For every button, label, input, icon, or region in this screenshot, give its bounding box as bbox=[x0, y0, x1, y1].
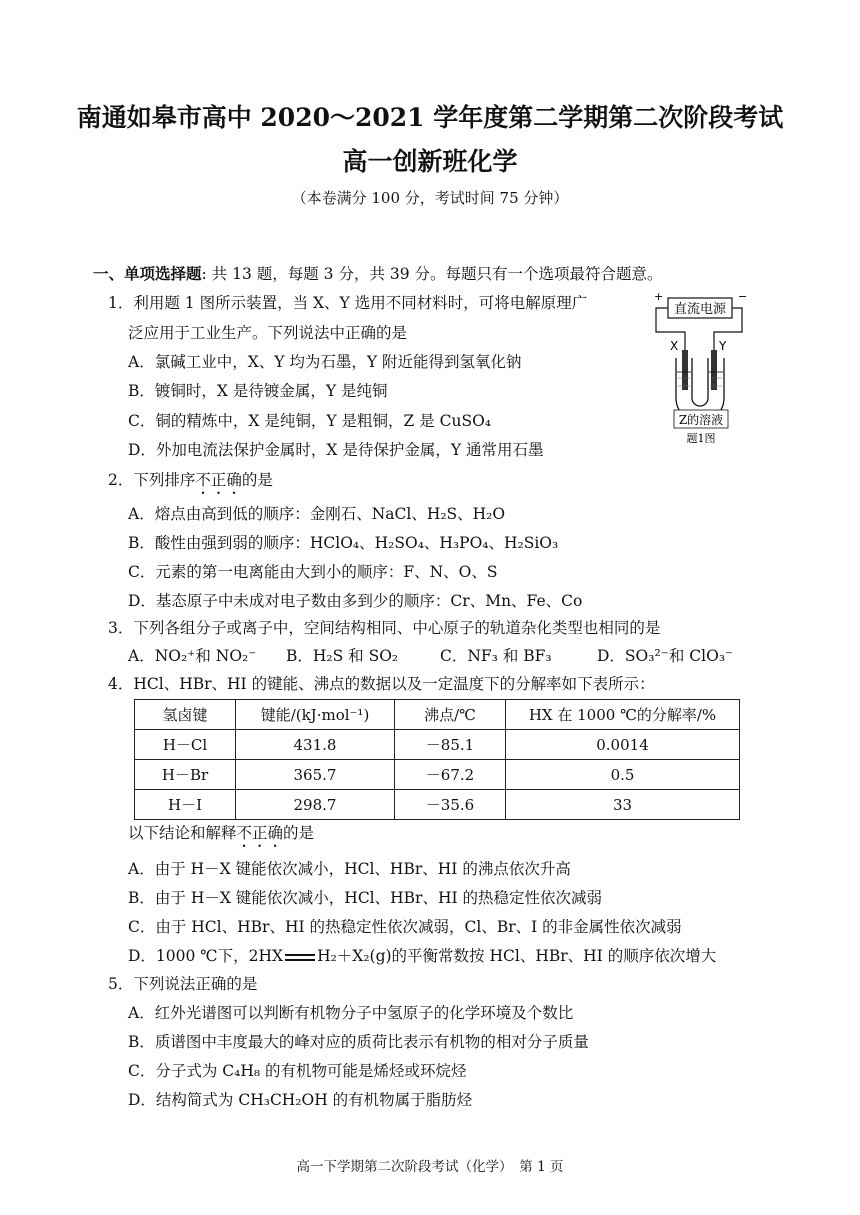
table-cell: 0.5 bbox=[506, 760, 740, 790]
plus-sign: + bbox=[654, 290, 664, 303]
q3-option-c: C．NF₃ 和 BF₃ bbox=[440, 647, 552, 665]
figure-caption: 题1图 bbox=[686, 432, 716, 445]
q5-stem: 5．下列说法正确的是 bbox=[108, 975, 258, 993]
q1-option-a: A．氯碱工业中，X、Y 均为石墨，Y 附近能得到氢氧化钠 bbox=[128, 353, 522, 371]
table-cell: 298.7 bbox=[236, 790, 395, 820]
exam-title-line1: 南通如皋市高中 2020～2021 学年度第二学期第二次阶段考试 bbox=[76, 103, 784, 132]
electrolysis-figure bbox=[648, 290, 748, 450]
q4-lead bbox=[128, 822, 314, 851]
q2-stem-emphasis: 不正确 bbox=[195, 471, 242, 489]
table-row bbox=[135, 730, 740, 760]
q1-option-d: D．外加电流法保护金属时，X 是待保护金属，Y 通常用石墨 bbox=[128, 441, 544, 459]
q4-option-b: B．由于 H－X 键能依次减小，HCl、HBr、HI 的热稳定性依次减弱 bbox=[128, 889, 603, 907]
q3-option-d: D．SO₃²⁻和 ClO₃⁻ bbox=[597, 647, 734, 665]
q5-option-a: A．红外光谱图可以判断有机物分子中氢原子的化学环境及个数比 bbox=[128, 1004, 574, 1022]
q4-option-c: C．由于 HCl、HBr、HI 的热稳定性依次减弱，Cl、Br、I 的非金属性依次减弱 bbox=[128, 918, 682, 936]
solution-label: Z的溶液 bbox=[678, 413, 724, 427]
electrolysis-diagram bbox=[648, 290, 748, 450]
q2-option-a: A．熔点由高到低的顺序：金刚石、NaCl、H₂S、H₂O bbox=[128, 505, 506, 523]
q4-lead-post: 的是 bbox=[283, 824, 315, 842]
q2-stem bbox=[108, 469, 273, 498]
q4-stem: 4．HCl、HBr、HI 的键能、沸点的数据以及一定温度下的分解率如下表所示： bbox=[108, 675, 655, 693]
electrode-x-label: X bbox=[670, 339, 679, 353]
q2-stem-pre: 2．下列排序 bbox=[108, 471, 196, 489]
q4-option-a: A．由于 H－X 键能依次减小，HCl、HBr、HI 的沸点依次升高 bbox=[128, 860, 571, 878]
q1-stem-line2: 泛应用于工业生产。下列说法中正确的是 bbox=[128, 324, 408, 342]
q4-option-d-post: H₂＋X₂(g)的平衡常数按 HCl、HBr、HI 的顺序依次增大 bbox=[317, 947, 717, 965]
q3-option-b: B．H₂S 和 SO₂ bbox=[286, 647, 399, 665]
q1-option-c: C．铜的精炼中，X 是纯铜，Y 是粗铜，Z 是 CuSO₄ bbox=[128, 412, 491, 430]
table-cell: H－Cl bbox=[135, 730, 236, 760]
table-header-cell: 氢卤键 bbox=[135, 700, 236, 730]
exam-title-line2: 高一创新班化学 bbox=[342, 147, 518, 176]
table-header-cell: HX 在 1000 ℃的分解率/% bbox=[506, 700, 740, 730]
table-header-cell: 沸点/℃ bbox=[395, 700, 506, 730]
table-header-row bbox=[135, 700, 740, 730]
q5-option-c: C．分子式为 C₄H₈ 的有机物可能是烯烃或环烷烃 bbox=[128, 1062, 467, 1080]
power-label: 直流电源 bbox=[673, 302, 727, 317]
section1-rule: : 共 13 题，每题 3 分，共 39 分。每题只有一个选项最符合题意。 bbox=[201, 265, 663, 283]
table-cell: －85.1 bbox=[395, 730, 506, 760]
table-cell: 33 bbox=[506, 790, 740, 820]
section1-title: 一、单项选择题 bbox=[93, 264, 202, 283]
table-cell: －35.6 bbox=[395, 790, 506, 820]
equilibrium-arrow-icon bbox=[285, 954, 315, 961]
electrode-y-label: Y bbox=[719, 339, 727, 353]
section1-heading bbox=[93, 263, 663, 285]
table-cell: 431.8 bbox=[236, 730, 395, 760]
q4-option-d-pre: D．1000 ℃下，2HX bbox=[128, 947, 284, 965]
q3-stem: 3．下列各组分子或离子中，空间结构相同、中心原子的轨道杂化类型也相同的是 bbox=[108, 619, 661, 637]
hx-data-table bbox=[134, 699, 740, 820]
table-cell: －67.2 bbox=[395, 760, 506, 790]
q2-option-d: D．基态原子中未成对电子数由多到少的顺序：Cr、Mn、Fe、Co bbox=[128, 592, 583, 610]
q5-option-b: B．质谱图中丰度最大的峰对应的质荷比表示有机物的相对分子质量 bbox=[128, 1033, 589, 1051]
exam-note: （本卷满分 100 分，考试时间 75 分钟） bbox=[291, 189, 569, 207]
q1-stem-line1: 1．利用题 1 图所示装置，当 X、Y 选用不同材料时，可将电解原理广 bbox=[108, 294, 588, 312]
minus-sign: − bbox=[738, 290, 748, 303]
table-row bbox=[135, 760, 740, 790]
q2-option-b: B．酸性由强到弱的顺序：HClO₄、H₂SO₄、H₃PO₄、H₂SiO₃ bbox=[128, 534, 559, 552]
q3-option-a: A．NO₂⁺和 NO₂⁻ bbox=[128, 647, 257, 665]
table-cell: H－I bbox=[135, 790, 236, 820]
q4-lead-emphasis: 不正确 bbox=[236, 824, 284, 842]
table-cell: 0.0014 bbox=[506, 730, 740, 760]
page-footer: 高一下学期第二次阶段考试（化学） 第 1 页 bbox=[296, 1159, 564, 1175]
q4-option-d bbox=[128, 945, 716, 967]
q2-option-c: C．元素的第一电离能由大到小的顺序：F、N、O、S bbox=[128, 563, 498, 581]
q2-stem-post: 的是 bbox=[241, 471, 273, 489]
q5-option-d: D．结构简式为 CH₃CH₂OH 的有机物属于脂肪烃 bbox=[128, 1091, 473, 1109]
table-header-cell: 键能/(kJ·mol⁻¹) bbox=[236, 700, 395, 730]
table-row bbox=[135, 790, 740, 820]
table-cell: H－Br bbox=[135, 760, 236, 790]
q1-option-b: B．镀铜时，X 是待镀金属，Y 是纯铜 bbox=[128, 382, 388, 400]
q4-lead-pre: 以下结论和解释 bbox=[128, 824, 237, 842]
table-cell: 365.7 bbox=[236, 760, 395, 790]
